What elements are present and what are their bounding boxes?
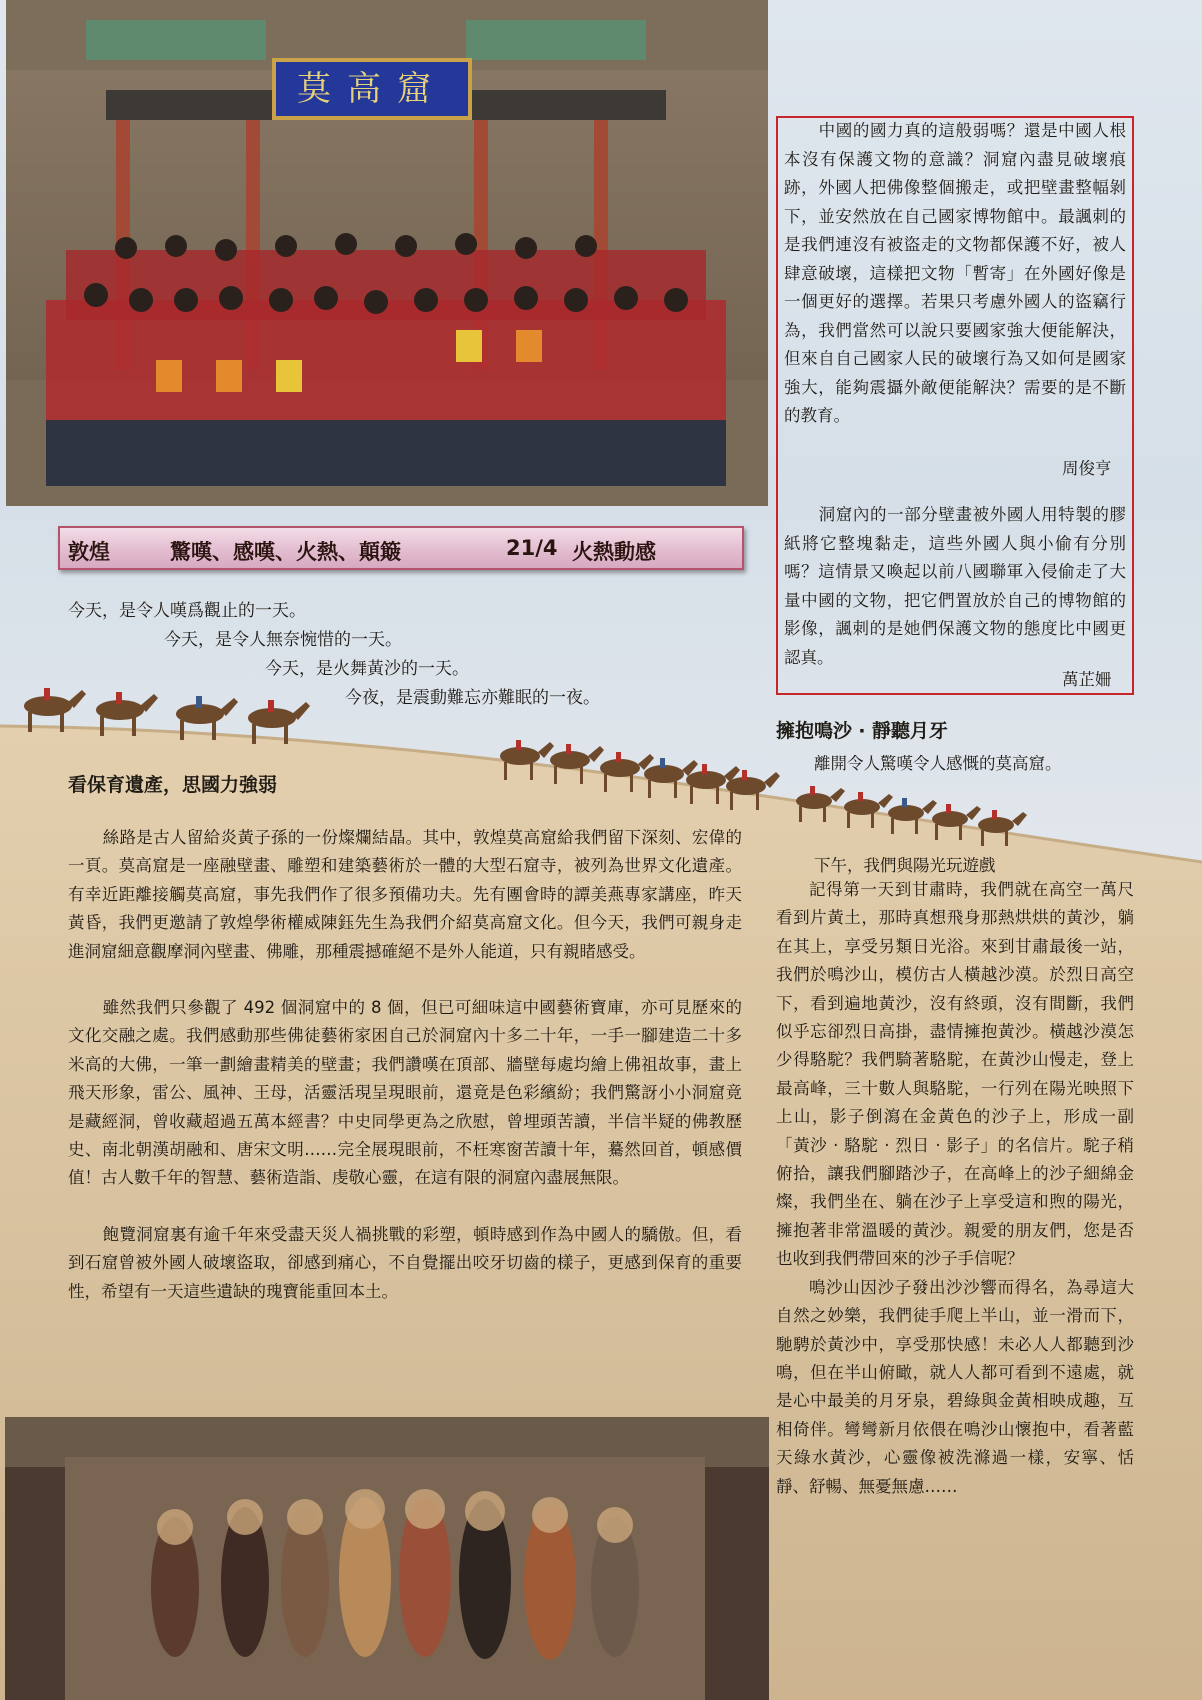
left-article-heading: 看保育遺產，思國力強弱 [68, 774, 278, 796]
cave-mural-photo [5, 1417, 769, 1700]
left-paragraph: 雖然我們只參觀了 492 個洞窟中的 8 個，但已可細味這中國藝術寶庫，亦可見歷來的文化交融之處。我們感動那些佛徒藝術家困自己於洞窟內十多二十年，一手一腳建造二十多米高的大佛，一筆一劃繪畫精美的壁畫；我們讚嘆在頂部、牆壁每處均繪上佛祖故事，畫上飛天形象，雷公、風神、王母，活靈活現呈現眼前，還竟是色彩繽紛；我們驚訝小小洞窟竟是藏經洞，曾收藏超過五萬本經書？中史同學更為之欣慰，曾埋頭苦讀，半信半疑的佛教歷史、南北朝漢胡融和、唐宋文明……完全展現眼前，不枉寒窗苦讀十年，驀然回首，頓感價值！古人數千年的智慧、藝術造詣、虔敬心靈，在這有限的洞窟內盡展無限。 [68, 998, 742, 1188]
poem-line-2: 今天，是令人無奈惋惜的一天。 [164, 630, 402, 650]
right-article-subintro: 下午，我們與陽光玩遊戲 [814, 856, 996, 875]
reflection-1-paragraph: 中國的國力真的這般弱嗎？還是中國人根本沒有保護文物的意識？洞窟內盡見破壞痕跡，外國人把佛像整個搬走，或把壁畫整幅剝下，並安然放在自己國家博物館中。最諷刺的是我們連沒有被盜走的文物都保護不好，被人肆意破壞，這樣把文物「暫寄」在外國好像是一個更好的選擇。若果只考慮外國人的盜竊行為，我們當然可以說只要國家強大便能解決，但來自自己國家人民的破壞行為又如何是國家強大，能夠震攝外敵便能解決？需要的是不斷的教育。 [784, 121, 1126, 425]
banner-keywords: 驚嘆、感嘆、火熱、顛簸 [170, 540, 401, 564]
mogao-sign: 莫高窟 [297, 69, 447, 109]
reflection-1-text [784, 117, 1126, 431]
banner-place: 敦煌 [68, 540, 110, 564]
left-paragraph: 絲路是古人留給炎黃子孫的一份燦爛結晶。其中，敦煌莫高窟給我們留下深刻、宏偉的一頁。莫高窟是一座融壁畫、雕塑和建築藝術於一體的大型石窟寺，被列為世界文化遺產。有幸近距離接觸莫高窟，事先我們作了很多預備功夫。先有團會時的譚美燕專家講座，昨天黃昏，我們更邀請了敦煌學術權威陳鈺先生為我們介紹莫高窟文化。但今天，我們可親身走進洞窟細意觀摩洞內壁畫、佛雕，那種震撼確絕不是外人能道，只有親睹感受。 [68, 828, 742, 961]
poem-line-3: 今天，是火舞黃沙的一天。 [265, 659, 469, 679]
reflection-2-author: 萬芷姍 [1062, 670, 1112, 689]
right-paragraph: 記得第一天到甘肅時，我們就在高空一萬尺看到片黃土，那時真想飛身那熱烘烘的黃沙，躺在其上，享受另類日光浴。來到甘肅最後一站，我們於鳴沙山，模仿古人橫越沙漠。於烈日高空下，看到遍地黃沙，沒有終頭，沒有間斷，我們似乎忘卻烈日高掛，盡情擁抱黃沙。橫越沙漠怎少得駱駝？我們騎著駱駝，在黃沙山慢走，登上最高峰，三十數人與駱駝，一行列在陽光映照下上山，影子倒瀉在金黃色的沙子上，形成一副「黃沙 ‧ 駱駝 ‧ 烈日 ‧ 影子」的名信片。駝子稍俯拾，讓我們腳踏沙子，在高峰上的沙子細綿金燦，我們坐在、躺在沙子上享受這和煦的陽光，擁抱著非常溫暖的黃沙。親愛的朋友們，您是否也收到我們帶回來的沙子手信呢？ [776, 880, 1134, 1269]
day-banner [58, 526, 744, 570]
right-article-intro: 離開令人驚嘆令人感慨的莫高窟。 [814, 754, 1062, 773]
students-group [46, 233, 726, 486]
reflection-2-text [784, 501, 1126, 672]
reflection-1-author: 周俊亨 [1062, 459, 1112, 478]
left-paragraph: 飽覽洞窟裏有逾千年來受盡天災人禍挑戰的彩塑，頓時感到作為中國人的驕傲。但，看到石窟曾被外國人破壞盜取，卻感到痛心，不自覺擺出咬牙切齒的樣子，更感到保育的重要性，希望有一天這些遺缺的瑰寶能重回本土。 [68, 1224, 742, 1301]
reflection-2-paragraph: 洞窟內的一部分壁畫被外國人用特製的膠紙將它整塊黏走，這些外國人與小偷有分別嗎？這情景又喚起以前八國聯軍入侵偷走了大量中國的文物，把它們置放於自己的博物館的影像，諷刺的是她們保護文物的態度比中國更認真。 [784, 505, 1126, 667]
left-article-body [68, 824, 742, 1306]
banner-date: 21/4 [506, 536, 558, 560]
right-paragraph: 鳴沙山因沙子發出沙沙響而得名，為尋這大自然之妙樂，我們徒手爬上半山，並一滑而下，馳騁於黃沙中，享受那快感！未必人人都聽到沙鳴，但在半山俯瞰，就人人都可看到不遠處，就是心中最美的月牙泉，碧綠與金黃相映成趣，互相倚伴。彎彎新月依偎在鳴沙山懷抱中，看著藍天綠水黃沙，心靈像被洗滌過一樣，安寧、恬靜、舒暢、無憂無慮…… [776, 1277, 1134, 1496]
banner-theme: 火熱動感 [572, 540, 656, 564]
right-article-heading: 擁抱鳴沙 ‧ 靜聽月牙 [776, 720, 948, 742]
group-photo-mogao-gate [6, 0, 768, 506]
right-article-body [776, 876, 1134, 1501]
poem-line-1: 今天，是令人嘆爲觀止的一天。 [68, 601, 306, 621]
poem-line-4: 今夜，是震動難忘亦難眠的一夜。 [345, 688, 600, 708]
